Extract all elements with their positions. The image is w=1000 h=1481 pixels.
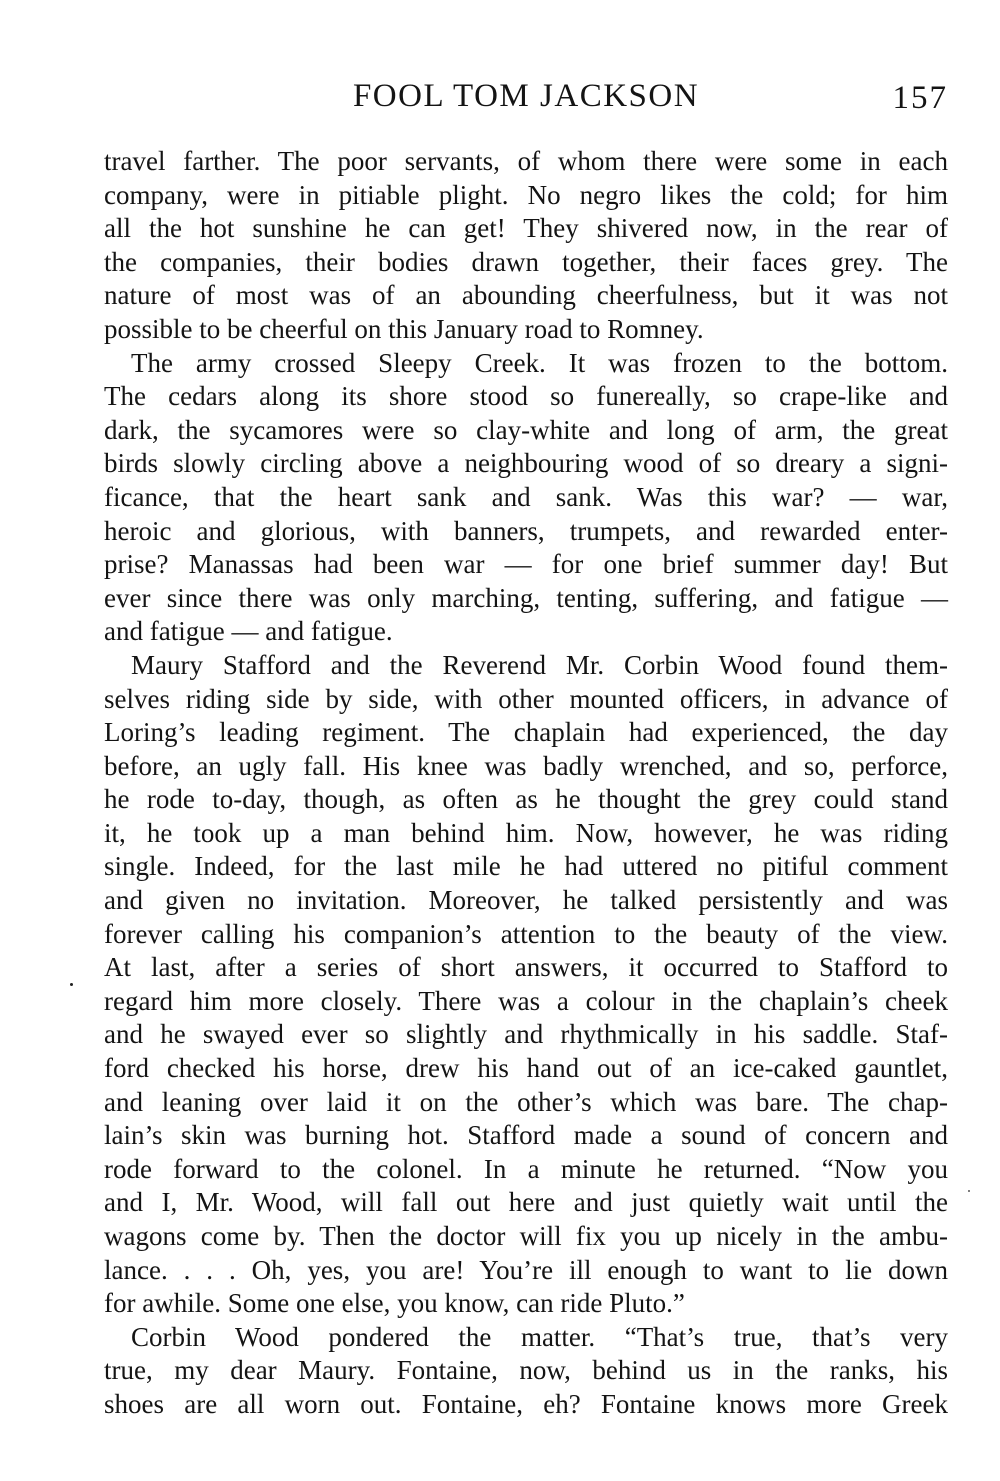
- text-line: dark, the sycamores were so clay-white and long of arm, the great: [104, 414, 948, 445]
- text-line: lain’s skin was burning hot. Stafford made a sound of concern and: [104, 1120, 948, 1151]
- text-line: ficance, that the heart sank and sank. Was this war? — war,: [104, 481, 948, 512]
- text-line: it, he took up a man behind him. Now, however, he was riding: [104, 817, 948, 848]
- text-line: prise? Manassas had been war — for one brief summer day! But: [104, 549, 948, 580]
- text-line: heroic and glorious, with banners, trumpets, and rewarded enter-: [104, 515, 948, 546]
- page-number: 157: [892, 80, 948, 116]
- text-line: and he swayed ever so slightly and rhythmically in his saddle. Staf-: [104, 1019, 948, 1050]
- text-line: shoes are all worn out. Fontaine, eh? Fontaine knows more Greek: [104, 1388, 948, 1419]
- text-line: selves riding side by side, with other mounted officers, in advance of: [104, 683, 948, 714]
- running-header: [104, 74, 948, 118]
- text-line: regard him more closely. There was a colour in the chaplain’s cheek: [104, 985, 948, 1016]
- text-line: Loring’s leading regiment. The chaplain had experienced, the day: [104, 717, 948, 748]
- text-line: the companies, their bodies drawn together, their faces grey. The: [104, 246, 948, 277]
- text-line: and given no invitation. Moreover, he talked persistently and was: [104, 885, 948, 916]
- text-line: possible to be cheerful on this January road to Romney.: [104, 313, 704, 344]
- paragraph-start-line: Maury Stafford and the Reverend Mr. Corbin Wood found them-: [131, 649, 948, 680]
- text-line: all the hot sunshine he can get! They shivered now, in the rear of: [104, 213, 948, 244]
- text-line: wagons come by. Then the doctor will fix you up nicely in the ambu-: [104, 1221, 948, 1251]
- paragraph-start-line: Corbin Wood pondered the matter. “That’s true, that’s very: [131, 1321, 948, 1352]
- text-line: before, an ugly fall. His knee was badly wrenched, and so, perforce,: [104, 750, 948, 781]
- scan-speck: [70, 983, 73, 986]
- text-line: true, my dear Maury. Fontaine, now, behind us in the ranks, his: [104, 1355, 948, 1386]
- body-text: [104, 145, 948, 1422]
- text-line: The cedars along its shore stood so funereally, so crape-like and: [104, 381, 948, 412]
- paragraph-start-line: The army crossed Sleepy Creek. It was frozen to the bottom.: [131, 347, 948, 378]
- text-line: lance. . . . Oh, yes, you are! You’re ill enough to want to lie down: [104, 1254, 948, 1285]
- text-line: ever since there was only marching, tenting, suffering, and fatigue —: [104, 582, 948, 613]
- text-line: for awhile. Some one else, you know, can ride Pluto.”: [104, 1288, 685, 1319]
- text-line: ford checked his horse, drew his hand out of an ice-caked gauntlet,: [104, 1053, 948, 1084]
- text-line: and leaning over laid it on the other’s which was bare. The chap-: [104, 1086, 948, 1117]
- text-line: and I, Mr. Wood, will fall out here and just quietly wait until the: [104, 1187, 948, 1218]
- text-line: he rode to-day, though, as often as he thought the grey could stand: [104, 784, 948, 815]
- text-line: rode forward to the colonel. In a minute he returned. “Now you: [104, 1153, 948, 1184]
- text-line: single. Indeed, for the last mile he had uttered no pitiful comment: [104, 851, 948, 882]
- text-line: birds slowly circling above a neighbouring wood of so dreary a signi-: [104, 448, 948, 479]
- text-line: forever calling his companion’s attention to the beauty of the view.: [104, 918, 948, 949]
- scan-speck: [968, 1190, 970, 1192]
- running-title: FOOL TOM JACKSON: [352, 78, 700, 114]
- text-line: travel farther. The poor servants, of whom there were some in each: [104, 146, 948, 176]
- text-line: nature of most was of an abounding cheerfulness, but it was not: [104, 280, 948, 311]
- text-line: At last, after a series of short answers, it occurred to Stafford to: [104, 952, 948, 983]
- text-line: and fatigue — and fatigue.: [104, 616, 393, 647]
- text-line: company, were in pitiable plight. No negro likes the cold; for him: [104, 179, 948, 210]
